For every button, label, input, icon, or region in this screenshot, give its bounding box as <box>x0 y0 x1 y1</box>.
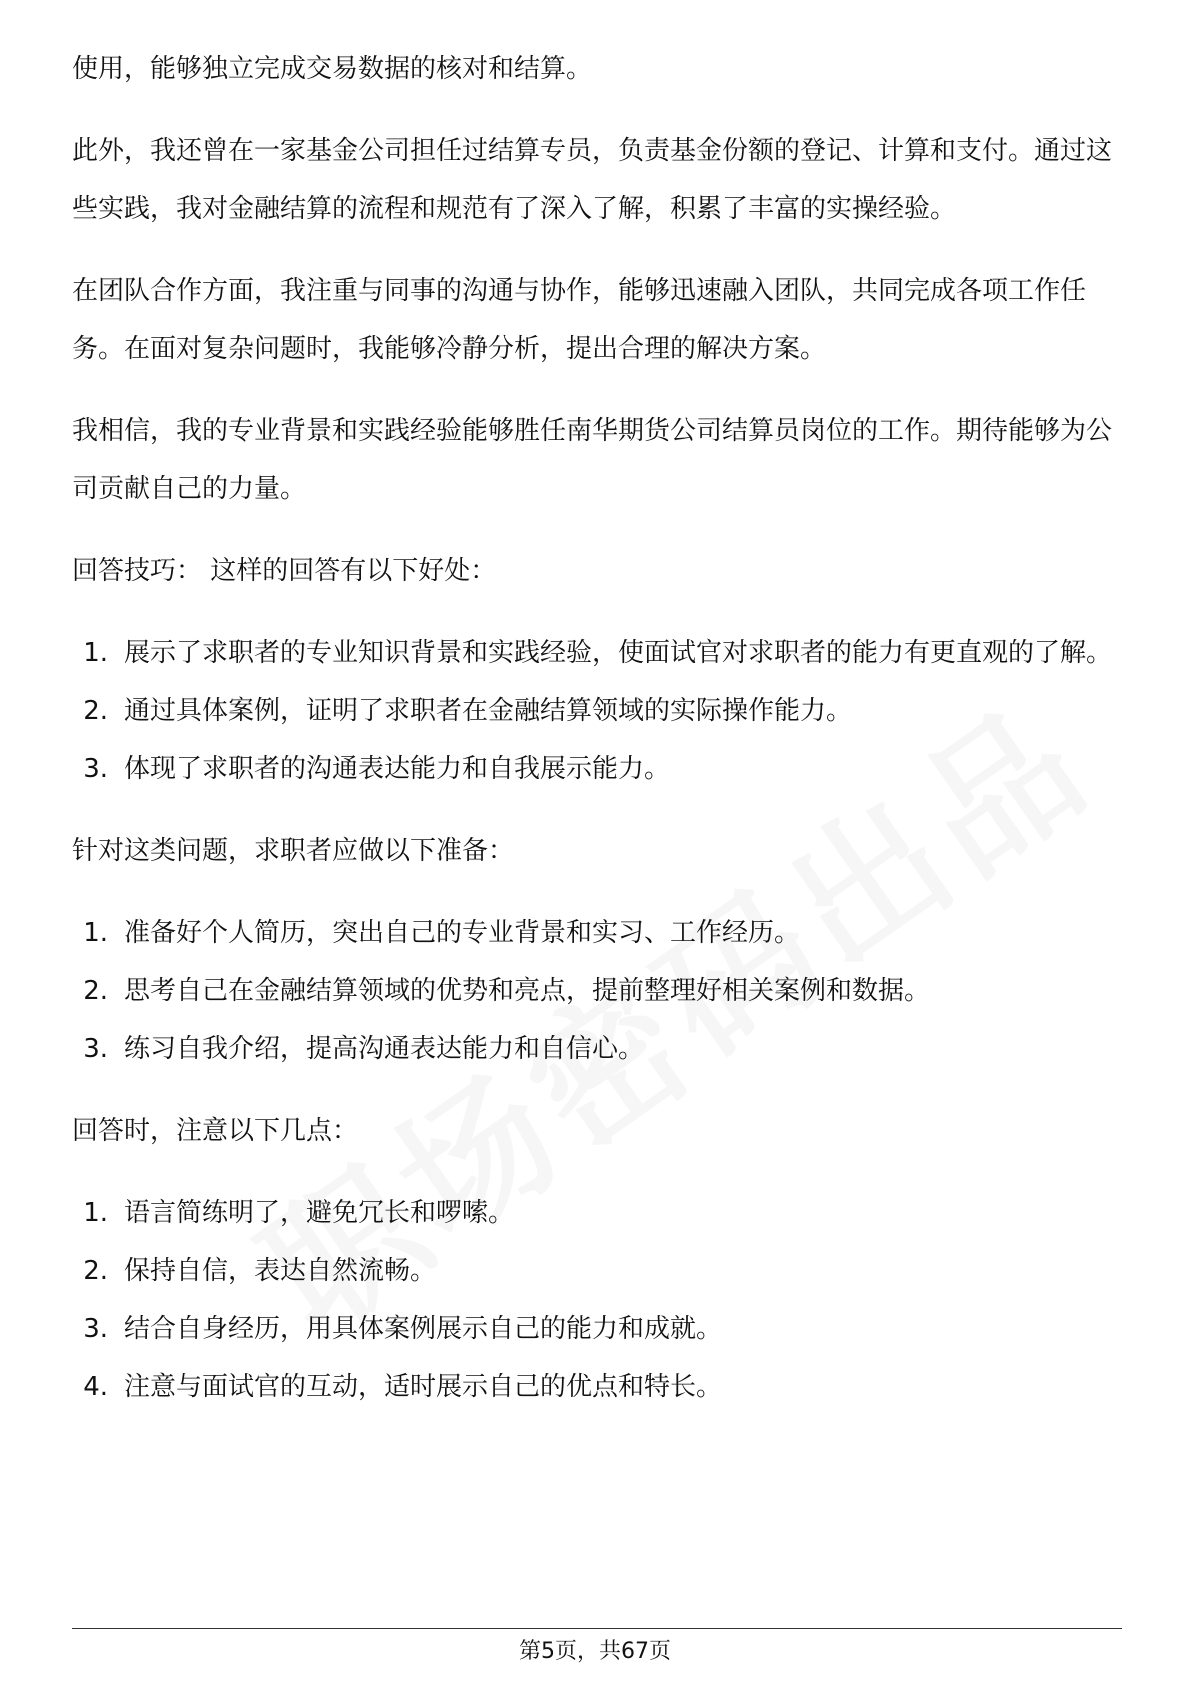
notes-heading: 回答时，注意以下几点： <box>72 1116 359 1146</box>
list-item-number: 1. <box>83 1198 108 1228</box>
list-item-text: 保持自信，表达自然流畅。 <box>124 1256 437 1286</box>
list-item-number: 3. <box>83 754 108 784</box>
list-item <box>72 962 1122 1020</box>
list-item-number: 2. <box>83 976 108 1006</box>
list-item <box>72 1242 1122 1300</box>
page-content <box>72 40 1122 1440</box>
list-item <box>72 740 1122 798</box>
list-item-text: 通过具体案例，证明了求职者在金融结算领域的实际操作能力。 <box>124 696 853 726</box>
prep-list <box>72 904 1122 1078</box>
paragraph-2: 此外，我还曾在一家基金公司担任过结算专员，负责基金份额的登记、计算和支付。通过这些实践，我对金融结算的流程和规范有了深入了解，积累了丰富的实操经验。 <box>72 136 1113 224</box>
list-item <box>72 1020 1122 1078</box>
prep-heading: 针对这类问题，求职者应做以下准备： <box>72 836 515 866</box>
list-item-number: 2. <box>83 696 108 726</box>
list-item-number: 1. <box>83 638 108 668</box>
tips-list <box>72 624 1122 798</box>
list-item <box>72 1300 1122 1358</box>
list-item-text: 体现了求职者的沟通表达能力和自我展示能力。 <box>124 754 671 784</box>
list-item-number: 3. <box>83 1314 108 1344</box>
list-item-text: 结合自身经历，用具体案例展示自己的能力和成就。 <box>124 1314 723 1344</box>
paragraph-3: 在团队合作方面，我注重与同事的沟通与协作，能够迅速融入团队，共同完成各项工作任务。在面对复杂问题时，我能够冷静分析，提出合理的解决方案。 <box>72 276 1087 364</box>
list-item-number: 3. <box>83 1034 108 1064</box>
list-item-text: 展示了求职者的专业知识背景和实践经验，使面试官对求职者的能力有更直观的了解。 <box>124 638 1113 668</box>
list-item <box>72 624 1122 682</box>
list-item-text: 思考自己在金融结算领域的优势和亮点，提前整理好相关案例和数据。 <box>124 976 931 1006</box>
list-item-text: 语言简练明了，避免冗长和啰嗦。 <box>124 1198 515 1228</box>
footer-divider <box>72 1628 1122 1629</box>
list-item-text: 练习自我介绍，提高沟通表达能力和自信心。 <box>124 1034 645 1064</box>
list-item-number: 4. <box>83 1372 108 1402</box>
list-item-number: 1. <box>83 918 108 948</box>
paragraph-4: 我相信，我的专业背景和实践经验能够胜任南华期货公司结算员岗位的工作。期待能够为公司贡献自己的力量。 <box>72 416 1113 504</box>
notes-list <box>72 1184 1122 1416</box>
list-item-text: 准备好个人简历，突出自己的专业背景和实习、工作经历。 <box>124 918 801 948</box>
list-item <box>72 1358 1122 1416</box>
list-item <box>72 904 1122 962</box>
list-item <box>72 682 1122 740</box>
list-item-text: 注意与面试官的互动，适时展示自己的优点和特长。 <box>124 1372 723 1402</box>
tips-heading: 回答技巧： 这样的回答有以下好处： <box>72 556 497 586</box>
paragraph-1: 使用，能够独立完成交易数据的核对和结算。 <box>72 54 593 84</box>
list-item <box>72 1184 1122 1242</box>
list-item-number: 2. <box>83 1256 108 1286</box>
page-number: 第5页，共67页 <box>519 1639 671 1664</box>
